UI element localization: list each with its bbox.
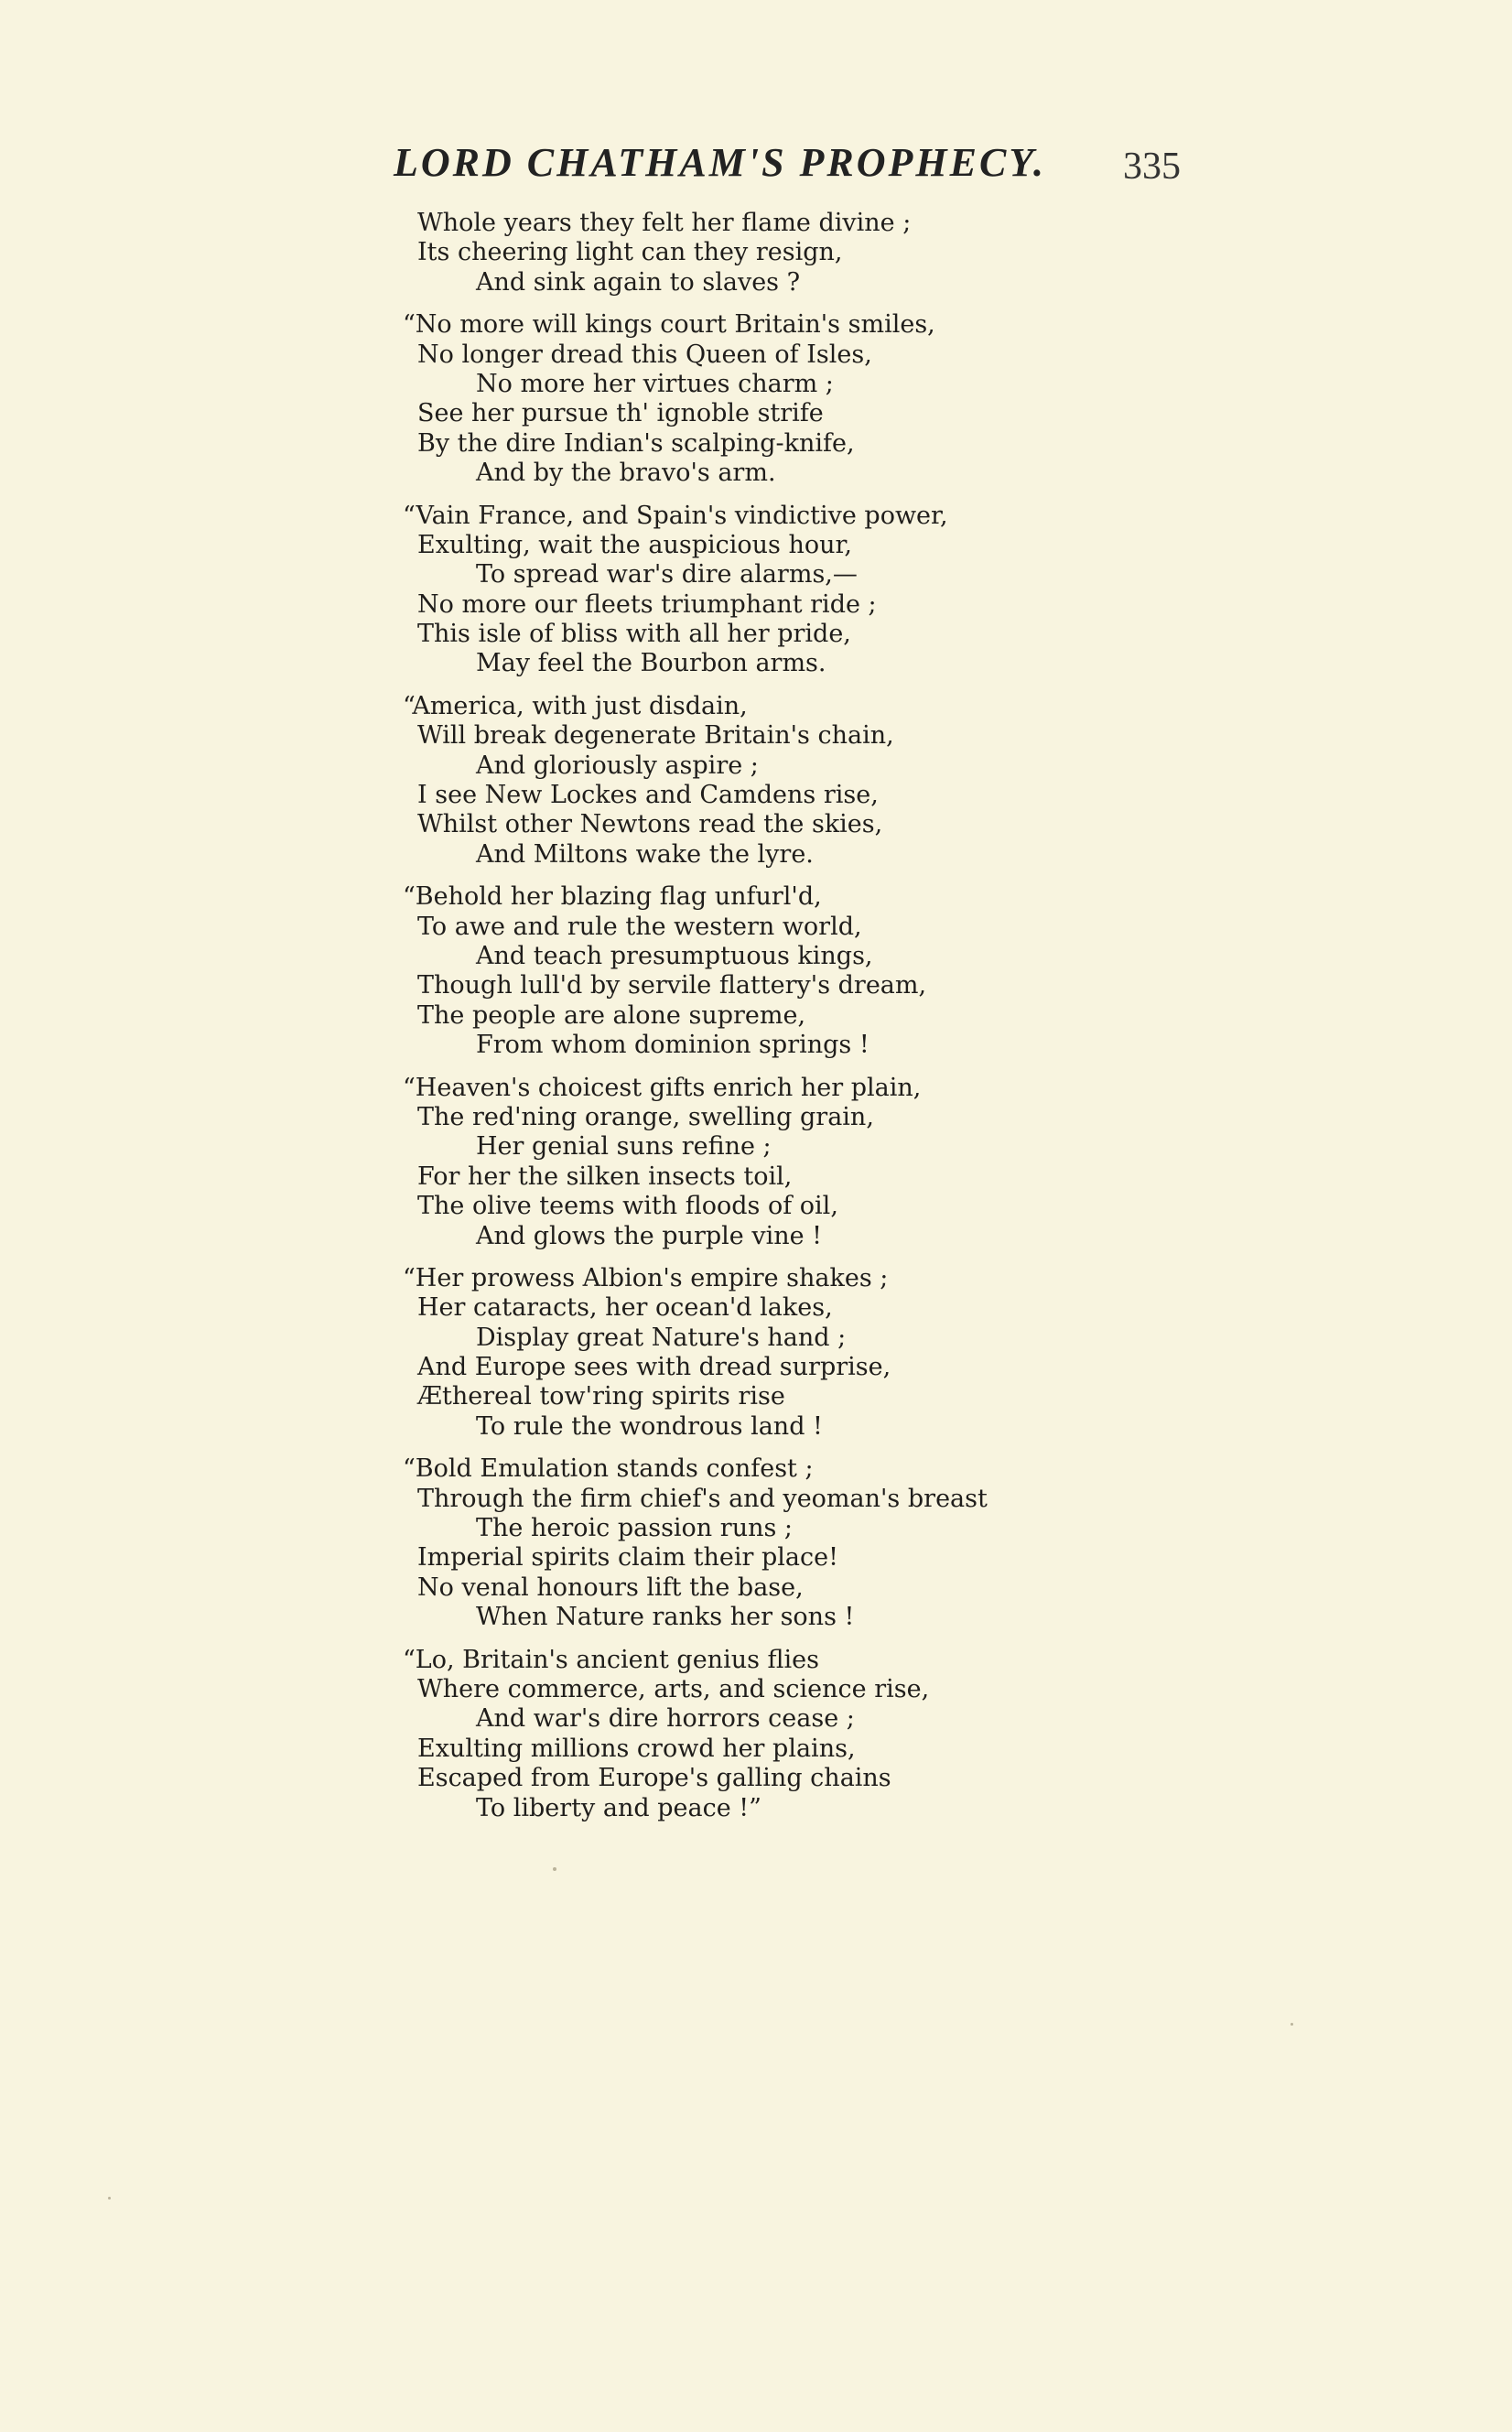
verse-line: By the dire Indian's scalping-knife, — [417, 428, 855, 458]
stanza — [384, 1646, 1208, 1823]
verse-line: “No more will kings court Britain's smiles, — [403, 310, 935, 340]
verse-line: And by the bravo's arm. — [476, 459, 776, 488]
verse-line: Imperial spirits claim their place! — [417, 1543, 838, 1573]
verse-line: Whole years they felt her flame divine ; — [417, 209, 912, 237]
verse-line: Whilst other Newtons read the skies, — [417, 810, 883, 839]
verse-line: And teach presumptuous kings, — [476, 941, 873, 970]
verse-line: To rule the wondrous land ! — [476, 1411, 823, 1441]
verse-line: Exulting, wait the auspicious hour, — [417, 530, 853, 559]
verse-line: Will break degenerate Britain's chain, — [417, 721, 894, 751]
stanza — [384, 209, 1208, 297]
paper-speck — [553, 1867, 556, 1871]
verse-line: And gloriously aspire ; — [476, 751, 759, 780]
verse-line: The people are alone supreme, — [417, 1000, 806, 1030]
verse-line: No longer dread this Queen of Isles, — [417, 340, 872, 369]
verse-line: No venal honours lift the base, — [417, 1573, 804, 1602]
verse-line: “Her prowess Albion's empire shakes ; — [403, 1263, 889, 1292]
verse-line: The olive teems with floods of oil, — [417, 1192, 838, 1221]
stanza — [384, 502, 1208, 679]
verse-line: Though lull'd by servile flattery's dream, — [417, 971, 927, 1000]
verse-line: To liberty and peace !” — [476, 1793, 761, 1822]
verse-line: “Vain France, and Spain's vindictive power, — [403, 501, 948, 530]
verse-line: To awe and rule the western world, — [417, 912, 862, 941]
verse-line: “Lo, Britain's ancient genius flies — [403, 1645, 820, 1674]
verse-line: No more our fleets triumphant ride ; — [417, 589, 877, 619]
stanza — [384, 1264, 1208, 1442]
verse-line: Escaped from Europe's galling chains — [417, 1764, 891, 1793]
verse-line: The heroic passion runs ; — [476, 1514, 794, 1543]
verse-line: And Europe sees with dread surprise, — [417, 1353, 891, 1382]
verse-line: May feel the Bourbon arms. — [476, 649, 826, 678]
verse-line: “Heaven's choicest gifts enrich her plain, — [403, 1073, 922, 1102]
verse-line: “Bold Emulation stands confest ; — [403, 1454, 814, 1484]
running-head — [394, 139, 1181, 194]
page-number: 335 — [1123, 146, 1181, 188]
verse-line: Through the firm chief's and yeoman's breast — [417, 1484, 988, 1513]
verse-line: “Behold her blazing flag unfurl'd, — [403, 882, 822, 912]
verse-line: Æthereal tow'ring spirits rise — [417, 1382, 785, 1411]
verse-line: Where commerce, arts, and science rise, — [417, 1674, 930, 1703]
stanza — [384, 1074, 1208, 1251]
verse-line: “America, with just disdain, — [403, 691, 748, 720]
verse-line: And war's dire horrors cease ; — [476, 1704, 855, 1734]
stanza — [384, 882, 1208, 1060]
verse-line: And Miltons wake the lyre. — [476, 839, 814, 869]
running-title: LORD CHATHAM'S PROPHECY. — [394, 140, 1046, 185]
stanza — [384, 692, 1208, 870]
verse-line: Her cataracts, her ocean'd lakes, — [417, 1293, 833, 1323]
paper-speck — [108, 2197, 111, 2200]
verse-line: I see New Lockes and Camdens rise, — [417, 781, 879, 810]
verse-line: No more her virtues charm ; — [476, 369, 834, 398]
poem-body — [384, 209, 1208, 1836]
verse-line: See her pursue th' ignoble strife — [417, 399, 824, 428]
verse-line: This isle of bliss with all her pride, — [417, 620, 851, 649]
verse-line: For her the silken insects toil, — [417, 1162, 793, 1191]
verse-line: The red'ning orange, swelling grain, — [417, 1102, 874, 1131]
paper-speck — [1291, 2023, 1293, 2026]
verse-line: Exulting millions crowd her plains, — [417, 1734, 856, 1763]
verse-line: From whom dominion springs ! — [476, 1031, 869, 1060]
verse-line: And glows the purple vine ! — [476, 1221, 823, 1250]
verse-line: When Nature ranks her sons ! — [476, 1603, 855, 1632]
verse-line: Her genial suns refine ; — [476, 1132, 772, 1162]
stanza — [384, 1454, 1208, 1632]
verse-line: And sink again to slaves ? — [476, 267, 801, 297]
stanza — [384, 310, 1208, 488]
verse-line: To spread war's dire alarms,— — [476, 560, 858, 589]
verse-line: Display great Nature's hand ; — [476, 1323, 847, 1352]
verse-line: Its cheering light can they resign, — [417, 238, 843, 267]
